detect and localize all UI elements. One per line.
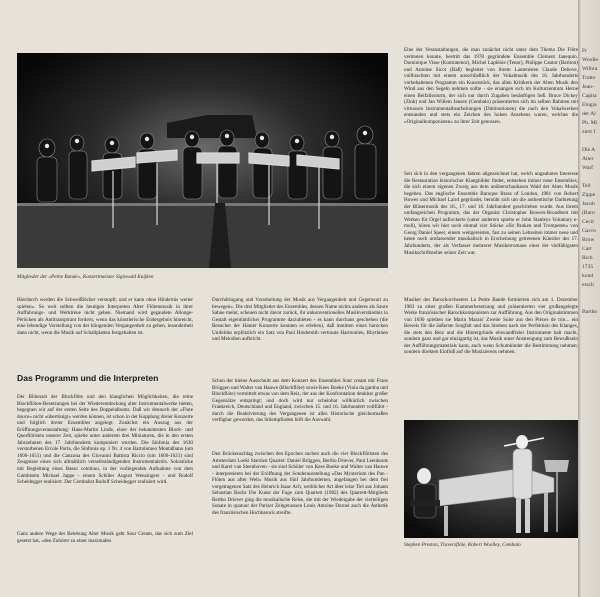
adjacent-page-line: Capita [582,93,597,99]
adjacent-page-line: Woolle [582,57,599,63]
adjacent-page-line: Tratto [582,75,596,81]
adjacent-page-line: Jean- [582,84,594,90]
adjacent-page-line: Bartho [582,309,598,315]
adjacent-page-line [582,290,600,299]
adjacent-page-edge [578,0,600,597]
right-paragraph-1-text: Eine der Veranstaltungen, die man zunächst nicht unter dem Thema Die Flöte vermuten konnte, bestritt das 1978 gegründete Ensemble Clément Janequin. Dominique Visse (Kontratenor), Michel Laplénie (Tenor), Philippe Cantor (Bariton) und Antoine Sicot (Baß) begleitet von ihrem Lautenisten Claude Debove, vollbrachten mit einem ausschließlich der Vokalmusik des 16. Jahrhunderts vorbehaltenen Programm ein Kunststück, das allen Kritikern der Alten Musik den Wind aus den Segeln nehmen sollte - sie ersangen sich im Kulturzentrum Herne einen Beifallssturm, der sich nur durch Zugaben besänftigen ließ. Bruce Dickey (Zink) und Jan Willem Jansen (Cembalo) präsentierten sich im selben Rahmen mit virtuosen Instrumentalbearbeitungen (Diminutionen) die nach den Vokalwerken entstanden und stets ein Zeichen des hohen Ansehens waren, welches die »Originalkomponisten« zu ihrer Zeit genossen. [404,47,578,126]
adjacent-page-text [582,47,600,317]
adjacent-page-line [582,299,600,308]
adjacent-page-line [582,173,600,182]
adjacent-page-line: Alter [582,156,594,162]
adjacent-page-line: 1735 [582,264,594,270]
section-heading: Das Programm und die Interpreten [17,373,159,383]
adjacent-page-line: Cecil [582,219,594,225]
middle-paragraph-2 [212,378,388,448]
sour-cream-intro [17,531,193,546]
adjacent-page-line: ziert I [582,129,596,135]
ensemble-concert-illustration [17,53,388,268]
adjacent-page-line: ersch [582,282,594,288]
middle-paragraph-3 [212,451,388,547]
middle-paragraph-1 [212,297,388,376]
right-paragraph-2 [404,171,578,289]
middle-paragraph-2-text: Schon der kleine Ausschnitt aus dem Konzert des Ensembles Sour cream mit Frans Brüggen und Walter van Hauwe (Blockflöte) sowie Kees Boeke (Viola da gamba und Blockflöte) vermittelt etwas von dem Reiz, der aus der Konfrontation denkbar großer Gegensätze entspringt; und doch wird nur scheinbar willkürlich zwischen Frankreich, Deutschland und England, zwischen 15. und 16. Jahrhundert vollführt - durch die Reaktivierung des Vergangenen ist alles Historische gleichermaßen verfügbar geworden, das Stilempfinden hilft die Auswahl. [212,378,388,424]
sour-cream-intro-text: Ganz andere Wege der Belebung Alter Musik geht Sour Cream, das sich zum Ziel gesetzt hat, »den Zuhörer zu einer maximalen [17,531,193,544]
adjacent-page-line: Warf [582,165,594,171]
right-paragraph-3 [404,297,578,414]
photo-caption-preston-woolley: Stephen Preston, Traversflöte, Robert Woolley, Cembalo [404,542,521,548]
middle-paragraph-3-text: Den Brückenschlag zwischen den Epochen suchen auch die vier Blockflötisten des Amsterdam Loeki Stardust Quartet: Daniel Brüggen, Bertho Driever, Paul Leenhouts und Karel van Steenhoven - sie sind Schüler von Kees Boeke und Walter van Hauwe - interpretieren bei der Eröffnung der Sonderausstellung »Das Mysterium des Pan - Flöten aus after Welt« Musik aus fünf Jahrhunderten, angefangen bei dem frei vorgetragenen Satz des Heinrich Isaac Ach, weiblicher Art über leise Tiel aus Johann Sebastian Bachs Die Kunst der Fuge zum Quartett (1982) des Quartett-Mitglieds Bertho Driever ging die musikalische Reise, die mit der Wiedergabe der vierteiligen Sonate in quatuor der Pariser Zeitgenossen Louis Antoine Dornel auch die Ästhetik des französischen Hochbarock streifte. [212,451,388,516]
adjacent-page-line: Fr [582,48,587,54]
adjacent-page-line: (Barn [582,210,595,216]
flute-harpsichord-photo [404,420,580,538]
adjacent-page-line: Elogia [582,102,597,108]
photo-caption-petite-bande: Mitglieder der »Petite Bande«, Konzertmeister Sigiswald Kuijken [17,274,154,280]
middle-paragraph-1-text: Durchdringung und Verarbeitung der Musik aus Vergangenheit und Gegenwart zu bewegen«. Die drei Mitglieder des Ensembles, dessen Name nichts anderes als Saure Sahne meint, scheuen nicht davor zurück, ihr unkonventionelles Musikverständnis in Gestalt eigentümlicher Programme darzubieten - es kann durchaus geschehen (die Besucher der Hamer Konzerte konnten es erleben), daß inmitten eines barocken Umfeldes urplötzlich ein Satz von Paul Hindemith vertraute Harmonien, Rhythmen und Melodien aufbricht. [212,297,388,343]
adjacent-page-line [582,137,600,146]
adjacent-page-line: der Al [582,111,596,117]
right-paragraph-3-text: Musiker des Barockorchesters La Petite Bande formierten sich am 1. Dezember 1983 zu einer großen Kammerbesetzung und präsentierten vier großangelegte Werke französischer Barockkomponisten zur Aufführung. Aus den Originalstimmen von 1690 spielten sie Marin Marais' Zweite Suite aus den Pièces de trio... ein Beweis für die äußerste Sorgfalt und das Streben nach der Perfektion des Klanges, die stets den Reiz und die Hintergründe einwandfreier Instrumente halt macht, sondern ganz und gar einzigartig ist, das Musik unter Anstrengung zum Bewußtsein der Aufführungsmaterials kann, auch wenn Schumkinder die Bestimmung nehmen; sondern direkten Einfluß auf die Musizierens nehmen. [404,297,578,356]
ensemble-concert-photo [17,53,388,268]
adjacent-page-line: Zippe [582,192,596,198]
adjacent-page-line: Teil [582,183,591,189]
adjacent-page-line: Carr [582,246,592,252]
adjacent-page-line: Brow [582,237,595,243]
flute-harpsichord-illustration [404,420,580,538]
adjacent-page-line: Die A [582,147,596,153]
adjacent-page-line: Rich [582,255,593,261]
program-paragraph [17,394,193,518]
adjacent-page-line: Jacob [582,201,595,207]
right-paragraph-2-text: Seit sich in den vergangenen Jahren abgezeichnet hat, welch ungeahntes Interesse die Restauration historischer Klangbilder findet, entstehen immer neue Ensembles, die sich einem eigenen Zweig aus dem unüberschaubaren Wald der Alten Musik begeben. Das englische Ensemble Baroque Brass of London, 1981 von Robert Howes und Michael Laird gegründet, bemüht sich um die authentische Darbietung der Bläsermusik des 16., 17. und 18. Jahrhundert geschrieben wurde. Aus ihrem umfangreichen Programm, das der Organist Christopher Bowers-Broadbent mit Werken für Orgel auflockerte (unter anderem spielte er John Stanleys Voluntary e-moll), hören wir hier noch einmal vier Stücke »für Pauken und Trompeten« von Georg Daniel Speer, einem weitgereisten, fast zu seinen Lebzeiten immer neue und heute noch umfassender musikalisch in Erscheinung getretenen Künstler des 17. Jahrhunderts, der als Verfasser mehrerer Musikerromane einer der vielfältigsten Musikschriftsteller seiner Zeit war. [404,171,578,256]
adjacent-page-line: kond [582,273,594,279]
intro-paragraph-text: Hierdurch werden die Schweißlöcher verstopft; und er kann ohne Hindernis weiter spielen«. So weit sollten die heutigen Interpreten Alter Flötenmusik in ihrer Auffuhrungs- und Werktreue nicht gehen. Niemand wird gegaudete Allonge-Perücken als Antitranspirant fordern, wenn das künstlerische Endergebnis hinreicht, eine lebendige Vorstellung von der klingenden Vergangenheit zu geben, insonderheit dann nicht, wenn die Musik auf Schallplatten festgehalten ist. [17,297,193,336]
corner-mark: ˈ [384,272,386,278]
adjacent-page-line: Garvo [582,228,596,234]
program-paragraph-text: Der Blütezeit der Blockflöte und den klanglichen Möglichkeiten, die reine Blockflöten-Besetzungen bei der Wiederentdeckung alter Instrumentalwerke bieten, begegnen wir auf der ersten Seite des Doppelalbums. Daß wir dennoch der »Flute douce« nicht »übertönigt« werden können, ist schon in der Kopplung dreier Konzerte und folglich dreier Ensembles angelegt. Zunächst ein Auszug aus der Eröffnungsveranstaltung: Hans-Martin Linde, einer der bekanntesten Block- und Querflötisten unserer Zeit, spielte unter anderem drei Miniaturen, die in den ersten Jahrzehnten des 17. Jahrhunderts komponiert wurden. Die Sinfonia des 1630 verstorbenen Ercole Porta, die Sinfonia op. 1 Nr. 4 von Bartolomeo Montalbano (um 1600-1651) und die Canzona des Giovanni Battista Riccio (um 1600-1621) sind Zeugnisse eines sich allmählich verselbständigenden Instrumentalstils. Solostücke mit Begleitung eines Basso continuo, in der vorliegenden Aufnahme von dem Gambisten Michael Jappe - einem Schüler August Wenzingers - und Rudolf Scheidegger realisiert. Der Cembalist Rudolf Scheidegger realisiert wird. [17,394,193,486]
adjacent-page-line: Wilbra [582,66,598,72]
right-paragraph-1 [404,47,578,159]
adjacent-page-line: Ph. Mi [582,120,598,126]
intro-paragraph [17,297,193,354]
